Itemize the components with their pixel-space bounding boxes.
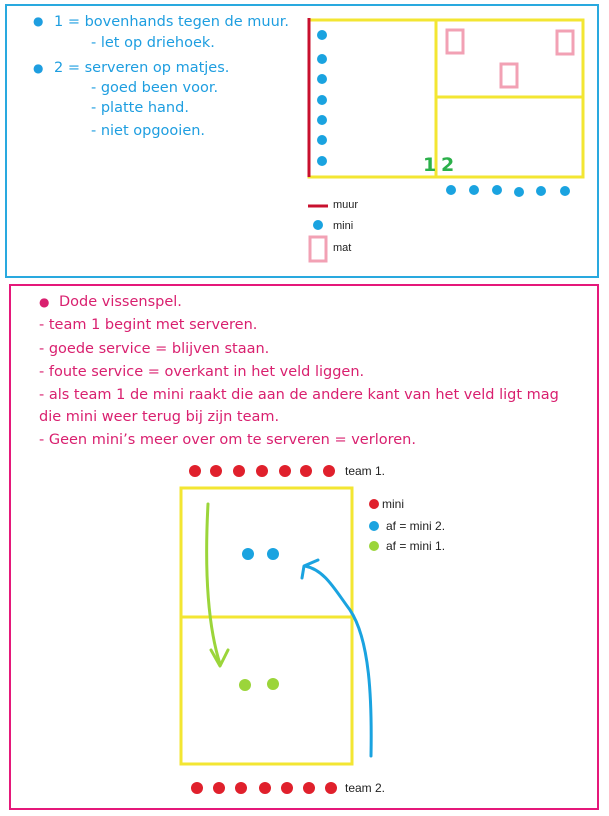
rule-line-4: - als team 1 de mini raakt die aan de andere kant van het veld ligt mag — [39, 387, 559, 403]
instruction-2-sub-3: - niet opgooien. — [91, 123, 206, 139]
bullet-2: ● — [33, 61, 44, 75]
wall-minis — [317, 30, 327, 166]
team2-minis — [191, 782, 337, 794]
mini-dot — [446, 185, 456, 195]
mini-dot — [317, 54, 327, 64]
red-mini — [323, 465, 335, 477]
red-mini — [233, 465, 245, 477]
mini-dot — [317, 95, 327, 105]
legend-red-swatch — [369, 499, 379, 509]
red-mini — [235, 782, 247, 794]
legend-green-label: af = mini 1. — [386, 539, 446, 553]
bullet-1: ● — [33, 14, 44, 28]
instruction-1-sub: - let op driehoek. — [91, 35, 215, 51]
legend-muur-label: muur — [333, 199, 359, 211]
mat — [557, 31, 573, 54]
mini-dot — [317, 135, 327, 145]
instruction-2-sub-2: - platte hand. — [91, 100, 189, 116]
mats — [447, 30, 573, 87]
mini-dot — [317, 115, 327, 125]
bottom-bullet: ● — [39, 295, 50, 309]
legend-green-swatch — [369, 541, 379, 551]
blue-arrow-line — [305, 566, 371, 756]
rule-line-5: die mini weer terug bij zijn team. — [39, 409, 280, 425]
blue-mini-on-court — [267, 548, 279, 560]
rule-line-6: - Geen mini’s meer over om te serveren = verloren. — [39, 432, 416, 448]
court-label-1: 1 — [423, 154, 437, 176]
legend-blue-label: af = mini 2. — [386, 519, 446, 533]
green-mini-on-court — [239, 679, 251, 691]
rule-line-1: - team 1 begint met serveren. — [39, 317, 258, 333]
top-legend — [308, 206, 328, 261]
mini-dot — [560, 186, 570, 196]
legend-mat-label: mat — [333, 242, 352, 254]
red-mini — [213, 782, 225, 794]
instruction-1: 1 = bovenhands tegen de muur. — [54, 14, 290, 30]
mini-dot — [317, 30, 327, 40]
green-arrow — [207, 504, 228, 666]
red-mini — [279, 465, 291, 477]
red-mini — [191, 782, 203, 794]
instruction-2: 2 = serveren op matjes. — [54, 60, 230, 76]
team1-label: team 1. — [345, 464, 386, 478]
mini-dot — [536, 186, 546, 196]
red-mini — [259, 782, 271, 794]
serve-minis — [446, 185, 570, 197]
red-mini — [325, 782, 337, 794]
red-mini — [281, 782, 293, 794]
mini-dot — [492, 185, 502, 195]
rule-line-3: - foute service = overkant in het veld liggen. — [39, 364, 365, 380]
blue-mini-on-court — [242, 548, 254, 560]
mat — [501, 64, 517, 87]
mat — [447, 30, 463, 53]
team2-label: team 2. — [345, 781, 386, 795]
court-label-2: 2 — [441, 154, 455, 176]
red-mini — [300, 465, 312, 477]
legend-mini-swatch — [313, 220, 323, 230]
instruction-2-sub-1: - goed been voor. — [91, 80, 219, 96]
green-arrow-line — [207, 504, 220, 664]
legend-mat-swatch — [310, 237, 326, 261]
legend-mini-label: mini — [333, 220, 354, 232]
mini-dot — [317, 74, 327, 84]
red-mini — [189, 465, 201, 477]
team1-minis — [189, 465, 335, 477]
mini-dot — [514, 187, 524, 197]
red-mini — [303, 782, 315, 794]
blue-arrow — [302, 560, 371, 756]
mini-dot — [469, 185, 479, 195]
mini-dot — [317, 156, 327, 166]
red-mini — [210, 465, 222, 477]
legend-blue-swatch — [369, 521, 379, 531]
green-mini-on-court — [267, 678, 279, 690]
rule-line-2: - goede service = blijven staan. — [39, 341, 270, 357]
red-mini — [256, 465, 268, 477]
legend-red-label: mini — [382, 497, 405, 511]
game-title: Dode vissenspel. — [59, 294, 182, 310]
